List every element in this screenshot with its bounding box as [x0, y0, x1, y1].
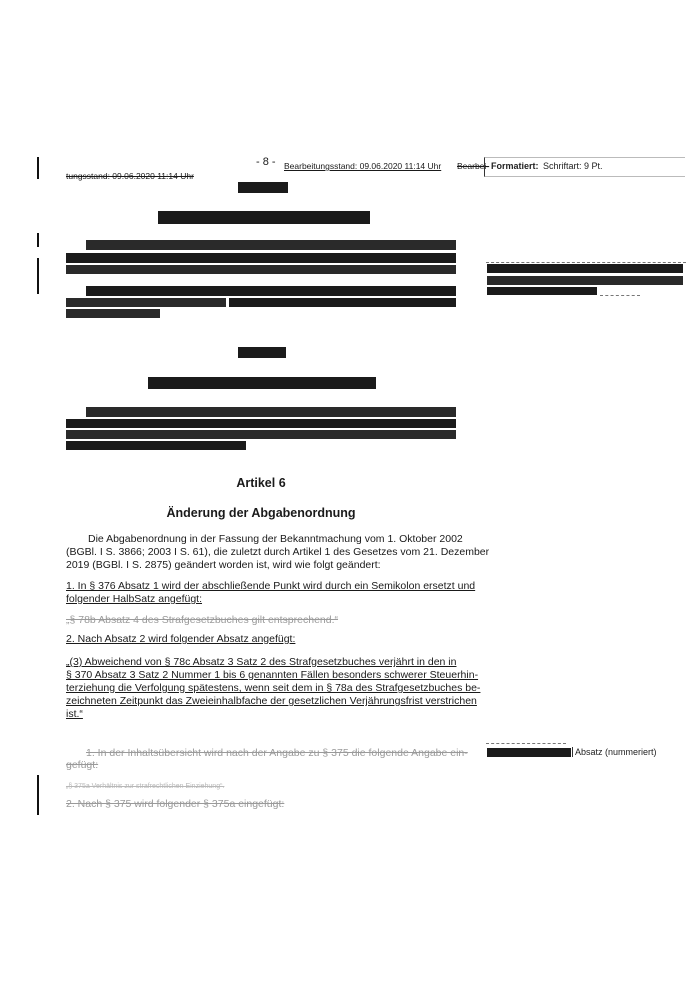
redacted-block [66, 298, 226, 307]
absatz-3-line: „(3) Abweichend von § 78c Absatz 3 Satz 2 des Strafgesetzbuches verjährt in den in [66, 656, 457, 668]
redacted-block [66, 309, 160, 318]
comment-connector [486, 743, 566, 744]
status-inserted: Bearbeitungsstand: 09.06.2020 11:14 Uhr [284, 161, 442, 171]
redacted-block [66, 430, 456, 439]
item-1-line: folgender HalbSatz angefügt: [66, 593, 203, 605]
absatz-3 [66, 656, 481, 721]
page-marker: - 8 - [256, 156, 276, 168]
redacted-block [86, 407, 456, 417]
change-bar [37, 233, 39, 247]
article-subtitle: Änderung der Abgabenordnung [166, 506, 356, 520]
redacted-block [66, 441, 246, 450]
deleted-item-1-cont: gefügt: [66, 759, 99, 771]
redacted-comment [487, 264, 683, 273]
status-deleted: tungsstand: 09.06.2020 11:14 Uhr [66, 171, 194, 181]
intro-line: 2019 (BGBl. I S. 2875) geändert worden ist, wird wie folgt geändert: [66, 559, 381, 571]
redacted-block [66, 419, 456, 428]
redacted-block [66, 265, 456, 274]
redacted-comment [487, 276, 683, 285]
redacted-block [66, 253, 456, 263]
format-label: Formatiert: [491, 161, 539, 171]
redacted-comment [487, 748, 571, 757]
absatz-comment[interactable] [486, 746, 686, 760]
redacted-block [238, 347, 286, 358]
redacted-block [238, 182, 288, 193]
deleted-item-2: 2. Nach § 375 wird folgender § 375a eingefügt: [66, 798, 285, 810]
redacted-block [148, 377, 376, 389]
item-1-quote-deleted: „§ 78b Absatz 4 des Strafgesetzbuches gilt entsprechend.“ [66, 614, 339, 626]
change-bar [37, 157, 39, 179]
format-value: Schriftart: 9 Pt. [543, 161, 603, 171]
absatz-3-line: ist.“ [66, 708, 83, 720]
redacted-block [229, 298, 456, 307]
intro-line: Die Abgabenordnung in der Fassung der Bekanntmachung vom 1. Oktober 2002 [88, 533, 463, 545]
deleted-small-quote: „§ 375a Verhältnis zur strafrechtlichen Einziehung“. [66, 783, 225, 790]
change-bar [37, 775, 39, 815]
status-deleted: Bearbei- [457, 161, 490, 171]
redacted-block [86, 240, 456, 250]
comment-connector [600, 295, 640, 296]
intro-paragraph [66, 533, 490, 572]
article-title: Artikel 6 [236, 476, 286, 490]
redacted-block [86, 286, 456, 296]
deleted-item-1: 1. In der Inhaltsübersicht wird nach der Angabe zu § 375 die folgende Angabe ein- [86, 747, 468, 759]
redacted-comment [487, 287, 597, 295]
item-1 [66, 580, 476, 606]
intro-line: (BGBl. I S. 3866; 2003 I S. 61), die zuletzt durch Artikel 1 des Gesetzes vom 21. Dezember [66, 546, 490, 558]
absatz-3-line: § 370 Absatz 3 Satz 2 Nummer 1 bis 6 genannten Fällen besonders schwerer Steuerhin- [66, 669, 479, 681]
absatz-3-line: zeichneten Zeitpunkt das Zweieinhalbfache der gesetzlichen Verjährungsfrist verstrichen [66, 695, 477, 707]
item-2: 2. Nach Absatz 2 wird folgender Absatz angefügt: [66, 633, 296, 645]
change-bar [37, 258, 39, 294]
redacted-block [158, 211, 370, 224]
comment-connector [486, 262, 686, 263]
absatz-label: Absatz (nummeriert) [572, 747, 657, 757]
item-1-line: 1. In § 376 Absatz 1 wird der abschließende Punkt wird durch ein Semikolon ersetzt und [66, 580, 476, 592]
absatz-3-line: terziehung die Verfolgung spätestens, wenn seit dem in § 78a des Strafgesetzbuches be- [66, 682, 481, 694]
format-comment[interactable] [484, 157, 685, 177]
